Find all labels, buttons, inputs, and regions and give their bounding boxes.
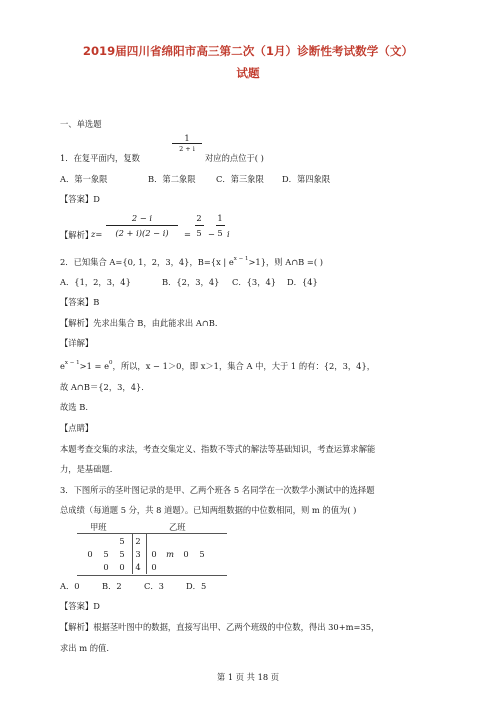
q1-r1-num: 2 [196, 213, 202, 223]
stem-row: 5 2 [82, 534, 210, 547]
q1-z-fraction [104, 213, 180, 238]
q2-text: 2．已知集合 A={0, 1，2，3，4}，B={x | e [60, 257, 234, 267]
q2-detail-line1 [60, 360, 375, 372]
stem-header-left: 甲班 [90, 522, 107, 532]
q2-analysis: 【解析】先求出集合 B，由此能求出 A∩B. [60, 318, 218, 328]
q1-fraction-den: 2 + i [179, 145, 195, 153]
q3-option-d: D．5 [186, 581, 207, 591]
q3-option-a: A．0 [60, 581, 80, 591]
q1-answer: 【答案】D [60, 194, 100, 204]
q2-detail-line2: 故 A∩B＝{2，3，4}． [60, 382, 150, 392]
q1-text-after: 对应的点位于( ) [205, 153, 264, 163]
q1-option-c: C．第三象限 [216, 174, 264, 184]
document-title-line2: 试题 [236, 66, 260, 80]
q1-r1-fraction [193, 213, 205, 238]
q2-detail-label: 【详解】 [60, 338, 94, 348]
q1-text-before: 1．在复平面内，复数 [60, 153, 140, 163]
q3-option-c: C．3 [144, 581, 164, 591]
stem-bottom-rule [77, 575, 227, 576]
q2-comment-label: 【点睛】 [60, 423, 94, 433]
q1-analysis-label: 【解析】 [60, 230, 94, 240]
q1-fraction [170, 133, 204, 154]
stem-value: 4 [135, 561, 141, 572]
stem-row: 0 0 4 0 [103, 561, 157, 572]
q1-i-suffix: i [227, 229, 230, 239]
q2-text2: >1}，则 A∩B =( ) [248, 257, 323, 267]
q1-r2-num: 1 [217, 213, 223, 223]
q3-text-line1: 3．下图所示的茎叶图记录的是甲、乙两个班各 5 名同学在一次数学小测试中的选择题 [60, 485, 375, 495]
q2-detail-line3: 故选 B. [60, 402, 88, 412]
q1-z-den: (2 + i)(2 − i) [115, 228, 169, 238]
q2-comment-line1: 本题考查交集的求法，考查交集定义、指数不等式的解法等基础知识，考查运算求解能 [60, 444, 376, 454]
q1-z-num: 2 − i [131, 213, 153, 223]
q1-r2-fraction [214, 213, 226, 238]
q2-option-c: C．{3，4} [232, 277, 277, 287]
stem-value: 2 [135, 535, 141, 546]
q1-option-d: D．第四象限 [282, 174, 331, 184]
q1-minus: − [208, 229, 215, 239]
q3-analysis-line2: 求出 m 的值. [60, 643, 109, 653]
q1-z-prefix: z= [91, 229, 103, 239]
stem-right-divider [146, 534, 147, 574]
q1-equals: = [184, 229, 191, 239]
q2-comment-line2: 力，是基础题. [60, 464, 113, 474]
q1-option-a: A．第一象限 [60, 174, 108, 184]
q1-fraction-num: 1 [184, 133, 190, 143]
stem-value: 3 [135, 548, 141, 559]
q2-detail-b: >1 = e [79, 361, 110, 371]
q3-text-line2: 总成绩（每道题 5 分，共 8 道题）。已知两组数据的中位数相同，则 m 的值为( ) [60, 505, 357, 515]
q1-r1-den: 5 [196, 228, 202, 238]
q3-option-b: B．2 [102, 581, 122, 591]
q2-detail-exp: x − 1 [64, 360, 80, 366]
section-heading: 一、单选题 [60, 119, 102, 129]
q2-detail-exp2: 0 [109, 360, 113, 366]
q1-option-b: B．第二象限 [148, 174, 196, 184]
q2-detail-e: e [60, 361, 65, 371]
stem-header-right: 乙班 [169, 522, 186, 532]
q3-answer: 【答案】D [60, 601, 100, 611]
q3-analysis-line1: 【解析】根据茎叶图中的数据，直接写出甲、乙两个班级的中位数，得出 30+m=35， [60, 622, 380, 632]
q2-exponent: x − 1 [233, 256, 249, 262]
document-title-line1: 2019届四川省绵阳市高三第二次（1月）诊断性考试数学（文） [82, 44, 414, 58]
q2-option-d: D．{4} [287, 277, 318, 287]
q2-option-b: B．{2，3，4} [162, 277, 220, 287]
q2-question [60, 256, 323, 268]
q2-detail-c: ，所以，x − 1＞0，即 x＞1，集合 A 中，大于 1 的有：{2，3，4}， [112, 361, 376, 371]
q1-r2-den: 5 [217, 228, 223, 238]
page-footer: 第 1 页 共 18 页 [216, 672, 280, 682]
stem-row: 0 5 5 3 0 m 0 5 [87, 548, 205, 559]
q2-option-a: A．{1，2，3，4} [60, 277, 131, 287]
stem-left-divider [132, 534, 133, 574]
q2-answer: 【答案】B [60, 297, 100, 307]
